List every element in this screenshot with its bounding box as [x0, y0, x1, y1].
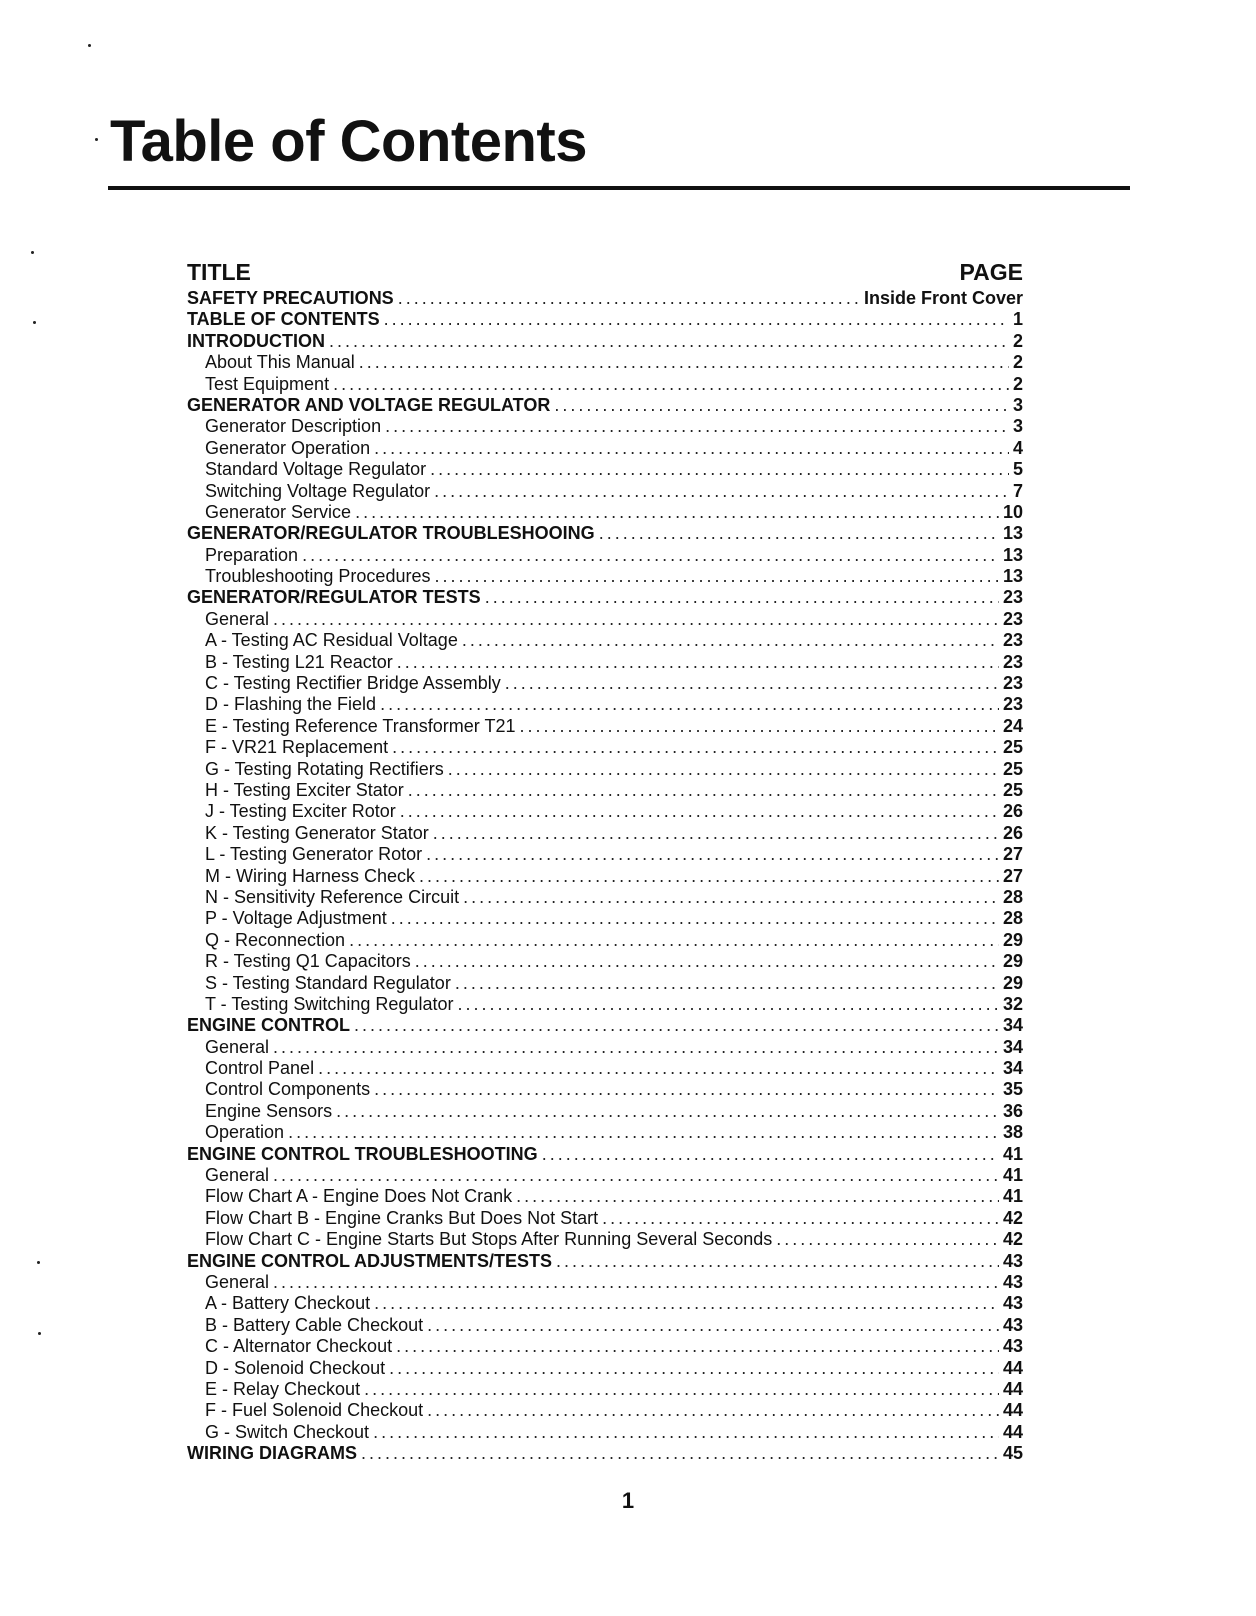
toc-entry-page: 2 — [1012, 352, 1023, 373]
toc-entry-page: 4 — [1012, 437, 1023, 458]
toc-entry-label: General — [205, 608, 270, 629]
toc-entry-page: 25 — [1002, 758, 1023, 779]
toc-entry-label: A - Battery Checkout — [205, 1293, 371, 1314]
toc-subsection-entry[interactable] — [187, 1101, 1023, 1122]
toc-entry-label: Generator Operation — [205, 437, 371, 458]
scan-speck — [88, 44, 91, 47]
toc-section-entry[interactable] — [187, 1443, 1023, 1464]
dot-leader — [391, 908, 999, 929]
toc-entry-label: L - Testing Generator Rotor — [205, 844, 423, 865]
toc-subsection-entry[interactable] — [187, 1400, 1023, 1421]
toc-entry-label: Switching Voltage Regulator — [205, 480, 431, 501]
toc-subsection-entry[interactable] — [187, 502, 1023, 523]
dot-leader — [419, 866, 999, 887]
dot-leader — [329, 331, 1009, 352]
toc-subsection-entry[interactable] — [187, 908, 1023, 929]
toc-subsection-entry[interactable] — [187, 438, 1023, 459]
dot-leader — [273, 1037, 999, 1058]
toc-subsection-entry[interactable] — [187, 459, 1023, 480]
toc-entry-page: 23 — [1002, 651, 1023, 672]
dot-leader — [602, 1208, 999, 1229]
toc-entry-page: 23 — [1002, 673, 1023, 694]
dot-leader — [385, 416, 1009, 437]
toc-entry-label: General — [205, 1271, 270, 1292]
toc-entry-page: 28 — [1002, 886, 1023, 907]
dot-leader — [273, 1165, 999, 1186]
toc-subsection-entry[interactable] — [187, 866, 1023, 887]
dot-leader — [556, 1251, 999, 1272]
toc-subsection-entry[interactable] — [187, 716, 1023, 737]
toc-entry-page: 3 — [1012, 394, 1023, 415]
toc-entry-label: D - Solenoid Checkout — [205, 1357, 386, 1378]
toc-subsection-entry[interactable] — [187, 1272, 1023, 1293]
scan-speck — [95, 138, 98, 141]
toc-subsection-entry[interactable] — [187, 374, 1023, 395]
toc-section-entry[interactable] — [187, 587, 1023, 608]
toc-entry-label: J - Testing Exciter Rotor — [205, 801, 396, 822]
dot-leader — [427, 1315, 999, 1336]
page-number: 1 — [621, 1488, 635, 1513]
dot-leader — [392, 737, 999, 758]
dot-leader — [434, 481, 1009, 502]
toc-entry-label: GENERATOR/REGULATOR TROUBLESHOOING — [187, 523, 595, 544]
toc-subsection-entry[interactable] — [187, 823, 1023, 844]
toc-entry-page: 45 — [1002, 1443, 1023, 1464]
toc-subsection-entry[interactable] — [187, 1229, 1023, 1250]
toc-entry-label: E - Relay Checkout — [205, 1378, 361, 1399]
toc-entry-label: F - Fuel Solenoid Checkout — [205, 1400, 424, 1421]
toc-entry-label: H - Testing Exciter Stator — [205, 779, 404, 800]
toc-entry-label: M - Wiring Harness Check — [205, 865, 416, 886]
toc-entry-page: 43 — [1002, 1336, 1023, 1357]
dot-leader — [373, 1422, 999, 1443]
toc-entry-page: 3 — [1012, 416, 1023, 437]
toc-entry-page: 41 — [1002, 1165, 1023, 1186]
toc-entry-page: 32 — [1002, 993, 1023, 1014]
toc-table — [187, 250, 1023, 1464]
toc-section-entry[interactable] — [187, 1015, 1023, 1036]
toc-entry-page: 27 — [1002, 865, 1023, 886]
toc-entry-page: 27 — [1002, 844, 1023, 865]
toc-entry-page: 44 — [1002, 1400, 1023, 1421]
dot-leader — [288, 1122, 999, 1143]
toc-entry-label: K - Testing Generator Stator — [205, 822, 429, 843]
toc-entry-label: B - Testing L21 Reactor — [205, 651, 393, 672]
toc-entry-page: 29 — [1002, 972, 1023, 993]
toc-entry-page: 44 — [1002, 1378, 1023, 1399]
toc-entry-page: 34 — [1002, 1036, 1023, 1057]
toc-entry-page: 23 — [1002, 608, 1023, 629]
toc-header — [187, 250, 1023, 286]
toc-subsection-entry[interactable] — [187, 780, 1023, 801]
toc-entry-page: 7 — [1012, 480, 1023, 501]
toc-entry-label: F - VR21 Replacement — [205, 737, 389, 758]
toc-entry-page: 38 — [1002, 1122, 1023, 1143]
dot-leader — [380, 694, 999, 715]
toc-entry-label: N - Sensitivity Reference Circuit — [205, 886, 460, 907]
dot-leader — [462, 630, 999, 651]
toc-entry-page: 35 — [1002, 1079, 1023, 1100]
dot-leader — [554, 395, 1009, 416]
dot-leader — [384, 309, 1009, 330]
toc-section-entry[interactable] — [187, 309, 1023, 330]
toc-subsection-entry[interactable] — [187, 566, 1023, 587]
scan-speck — [31, 251, 34, 254]
toc-section-entry[interactable] — [187, 523, 1023, 544]
toc-entry-page: 23 — [1002, 587, 1023, 608]
toc-entry-label: ENGINE CONTROL TROUBLESHOOTING — [187, 1143, 538, 1164]
toc-section-entry[interactable] — [187, 1144, 1023, 1165]
dot-leader — [542, 1144, 999, 1165]
toc-subsection-entry[interactable] — [187, 545, 1023, 566]
toc-entry-label: Troubleshooting Procedures — [205, 566, 431, 587]
toc-entry-page: 36 — [1002, 1100, 1023, 1121]
toc-subsection-entry[interactable] — [187, 630, 1023, 651]
toc-entry-page: 42 — [1002, 1229, 1023, 1250]
toc-entry-page: 2 — [1012, 330, 1023, 351]
dot-leader — [455, 973, 999, 994]
toc-entry-label: E - Testing Reference Transformer T21 — [205, 715, 516, 736]
toc-entry-label: Standard Voltage Regulator — [205, 459, 427, 480]
toc-entry-page: 25 — [1002, 779, 1023, 800]
toc-section-entry[interactable] — [187, 331, 1023, 352]
toc-entry-label: G - Switch Checkout — [205, 1421, 370, 1442]
dot-leader — [457, 994, 999, 1015]
toc-entry-label: Control Components — [205, 1079, 371, 1100]
dot-leader — [359, 352, 1009, 373]
toc-entry-label: R - Testing Q1 Capacitors — [205, 951, 411, 972]
dot-leader — [776, 1229, 999, 1250]
toc-entry-label: Generator Description — [205, 416, 382, 437]
dot-leader — [273, 1272, 999, 1293]
toc-entry-page: 34 — [1002, 1058, 1023, 1079]
dot-leader — [333, 374, 1009, 395]
toc-entry-page: 5 — [1012, 459, 1023, 480]
toc-entry-label: General — [205, 1165, 270, 1186]
dot-leader — [485, 587, 999, 608]
toc-subsection-entry[interactable] — [187, 1037, 1023, 1058]
dot-leader — [400, 801, 999, 822]
toc-entry-page: 44 — [1002, 1357, 1023, 1378]
toc-entry-label: About This Manual — [205, 352, 355, 373]
toc-entry-label: Engine Sensors — [205, 1100, 333, 1121]
toc-entry-label: Control Panel — [205, 1058, 315, 1079]
dot-leader — [396, 1336, 999, 1357]
toc-entry-label: C - Alternator Checkout — [205, 1336, 393, 1357]
toc-entry-page: 29 — [1002, 929, 1023, 950]
toc-entry-label: D - Flashing the Field — [205, 694, 377, 715]
dot-leader — [389, 1358, 999, 1379]
toc-title-column-header: TITLE — [187, 259, 251, 285]
dot-leader — [408, 780, 999, 801]
toc-entry-page: 43 — [1002, 1293, 1023, 1314]
toc-subsection-entry[interactable] — [187, 609, 1023, 630]
dot-leader — [426, 844, 999, 865]
dot-leader — [355, 502, 999, 523]
toc-entry-label: B - Battery Cable Checkout — [205, 1314, 424, 1335]
toc-entry-label: Generator Service — [205, 501, 352, 522]
dot-leader — [463, 887, 999, 908]
toc-entry-page: 13 — [1002, 523, 1023, 544]
toc-subsection-entry[interactable] — [187, 1058, 1023, 1079]
toc-subsection-entry[interactable] — [187, 844, 1023, 865]
toc-entry-page: 34 — [1002, 1015, 1023, 1036]
toc-entry-page: 13 — [1002, 544, 1023, 565]
dot-leader — [434, 566, 999, 587]
toc-subsection-entry[interactable] — [187, 1336, 1023, 1357]
toc-subsection-entry[interactable] — [187, 1422, 1023, 1443]
toc-entry-label: G - Testing Rotating Rectifiers — [205, 758, 444, 779]
toc-entry-page: 44 — [1002, 1421, 1023, 1442]
toc-entry-label: Flow Chart B - Engine Cranks But Does Not Start — [205, 1207, 599, 1228]
toc-entry-label: Operation — [205, 1122, 285, 1143]
toc-entry-label: S - Testing Standard Regulator — [205, 972, 451, 993]
toc-entry-label: A - Testing AC Residual Voltage — [205, 630, 458, 651]
dot-leader — [318, 1058, 999, 1079]
dot-leader — [448, 759, 999, 780]
dot-leader — [349, 930, 999, 951]
toc-entry-label: Flow Chart C - Engine Starts But Stops After Running Several Seconds — [205, 1229, 773, 1250]
toc-subsection-entry[interactable] — [187, 1315, 1023, 1336]
toc-entry-label: TABLE OF CONTENTS — [187, 309, 380, 330]
toc-entry-page: 25 — [1002, 737, 1023, 758]
toc-entry-page: Inside Front Cover — [863, 288, 1023, 308]
dot-leader — [302, 545, 999, 566]
toc-entry-label: Preparation — [205, 544, 299, 565]
toc-subsection-entry[interactable] — [187, 801, 1023, 822]
toc-entry-label: P - Voltage Adjustment — [205, 908, 387, 929]
dot-leader — [374, 438, 1009, 459]
toc-subsection-entry[interactable] — [187, 1208, 1023, 1229]
toc-subsection-entry[interactable] — [187, 973, 1023, 994]
scan-speck — [33, 321, 36, 324]
dot-leader — [599, 523, 999, 544]
toc-entry-page: 23 — [1002, 630, 1023, 651]
dot-leader — [430, 459, 1009, 480]
toc-entry-label: WIRING DIAGRAMS — [187, 1443, 357, 1464]
toc-entry-page: 43 — [1002, 1271, 1023, 1292]
toc-entry-label: T - Testing Switching Regulator — [205, 993, 454, 1014]
toc-entry-page: 13 — [1002, 566, 1023, 587]
toc-subsection-entry[interactable] — [187, 759, 1023, 780]
dot-leader — [374, 1079, 999, 1100]
toc-entry-page: 26 — [1002, 822, 1023, 843]
toc-entry-label: GENERATOR/REGULATOR TESTS — [187, 587, 481, 608]
toc-subsection-entry[interactable] — [187, 416, 1023, 437]
dot-leader — [505, 673, 999, 694]
toc-subsection-entry[interactable] — [187, 737, 1023, 758]
dot-leader — [398, 288, 860, 309]
toc-subsection-entry[interactable] — [187, 1358, 1023, 1379]
toc-subsection-entry[interactable] — [187, 652, 1023, 673]
toc-entry-page: 29 — [1002, 951, 1023, 972]
dot-leader — [516, 1186, 999, 1207]
scan-speck — [38, 1332, 41, 1335]
toc-entry-label: Q - Reconnection — [205, 929, 346, 950]
toc-entry-label: C - Testing Rectifier Bridge Assembly — [205, 673, 501, 694]
dot-leader — [519, 716, 998, 737]
dot-leader — [364, 1379, 999, 1400]
toc-entry-page: 43 — [1002, 1250, 1023, 1271]
dot-leader — [415, 951, 999, 972]
dot-leader — [374, 1293, 999, 1314]
toc-subsection-entry[interactable] — [187, 994, 1023, 1015]
toc-subsection-entry[interactable] — [187, 1379, 1023, 1400]
toc-section-entry[interactable] — [187, 1251, 1023, 1272]
toc-entry-page: 41 — [1002, 1143, 1023, 1164]
toc-entry-page: 1 — [1012, 309, 1023, 330]
toc-entry-page: 28 — [1002, 908, 1023, 929]
toc-subsection-entry[interactable] — [187, 1186, 1023, 1207]
toc-entry-page: 41 — [1002, 1186, 1023, 1207]
toc-entry-page: 2 — [1012, 373, 1023, 394]
dot-leader — [336, 1101, 999, 1122]
toc-entry-page: 23 — [1002, 694, 1023, 715]
toc-subsection-entry[interactable] — [187, 951, 1023, 972]
dot-leader — [354, 1015, 999, 1036]
toc-entry-label: INTRODUCTION — [187, 330, 325, 351]
title-divider — [108, 186, 1130, 190]
toc-subsection-entry[interactable] — [187, 352, 1023, 373]
dot-leader — [433, 823, 999, 844]
dot-leader — [397, 652, 999, 673]
toc-subsection-entry[interactable] — [187, 887, 1023, 908]
toc-entry-label: GENERATOR AND VOLTAGE REGULATOR — [187, 394, 551, 415]
toc-entry-label: ENGINE CONTROL ADJUSTMENTS/TESTS — [187, 1250, 553, 1271]
toc-entry-page: 43 — [1002, 1314, 1023, 1335]
toc-subsection-entry[interactable] — [187, 1079, 1023, 1100]
toc-entries — [187, 288, 1023, 1464]
toc-subsection-entry[interactable] — [187, 930, 1023, 951]
dot-leader — [427, 1400, 999, 1421]
toc-page-column-header: PAGE — [959, 259, 1023, 285]
toc-subsection-entry[interactable] — [187, 1293, 1023, 1314]
toc-entry-page: 26 — [1002, 801, 1023, 822]
page-title: Table of Contents — [110, 109, 587, 174]
toc-entry-label: ENGINE CONTROL — [187, 1015, 351, 1036]
toc-subsection-entry[interactable] — [187, 694, 1023, 715]
toc-section-entry[interactable] — [187, 288, 1023, 309]
toc-entry-page: 10 — [1002, 501, 1023, 522]
toc-entry-page: 24 — [1002, 715, 1023, 736]
toc-subsection-entry[interactable] — [187, 1165, 1023, 1186]
toc-subsection-entry[interactable] — [187, 1122, 1023, 1143]
dot-leader — [361, 1443, 999, 1464]
toc-entry-label: SAFETY PRECAUTIONS — [187, 288, 394, 308]
scan-speck — [37, 1261, 40, 1264]
toc-entry-page: 42 — [1002, 1207, 1023, 1228]
dot-leader — [273, 609, 999, 630]
toc-subsection-entry[interactable] — [187, 481, 1023, 502]
toc-entry-label: General — [205, 1036, 270, 1057]
toc-entry-label: Flow Chart A - Engine Does Not Crank — [205, 1186, 513, 1207]
toc-subsection-entry[interactable] — [187, 673, 1023, 694]
toc-section-entry[interactable] — [187, 395, 1023, 416]
toc-entry-label: Test Equipment — [205, 373, 330, 394]
